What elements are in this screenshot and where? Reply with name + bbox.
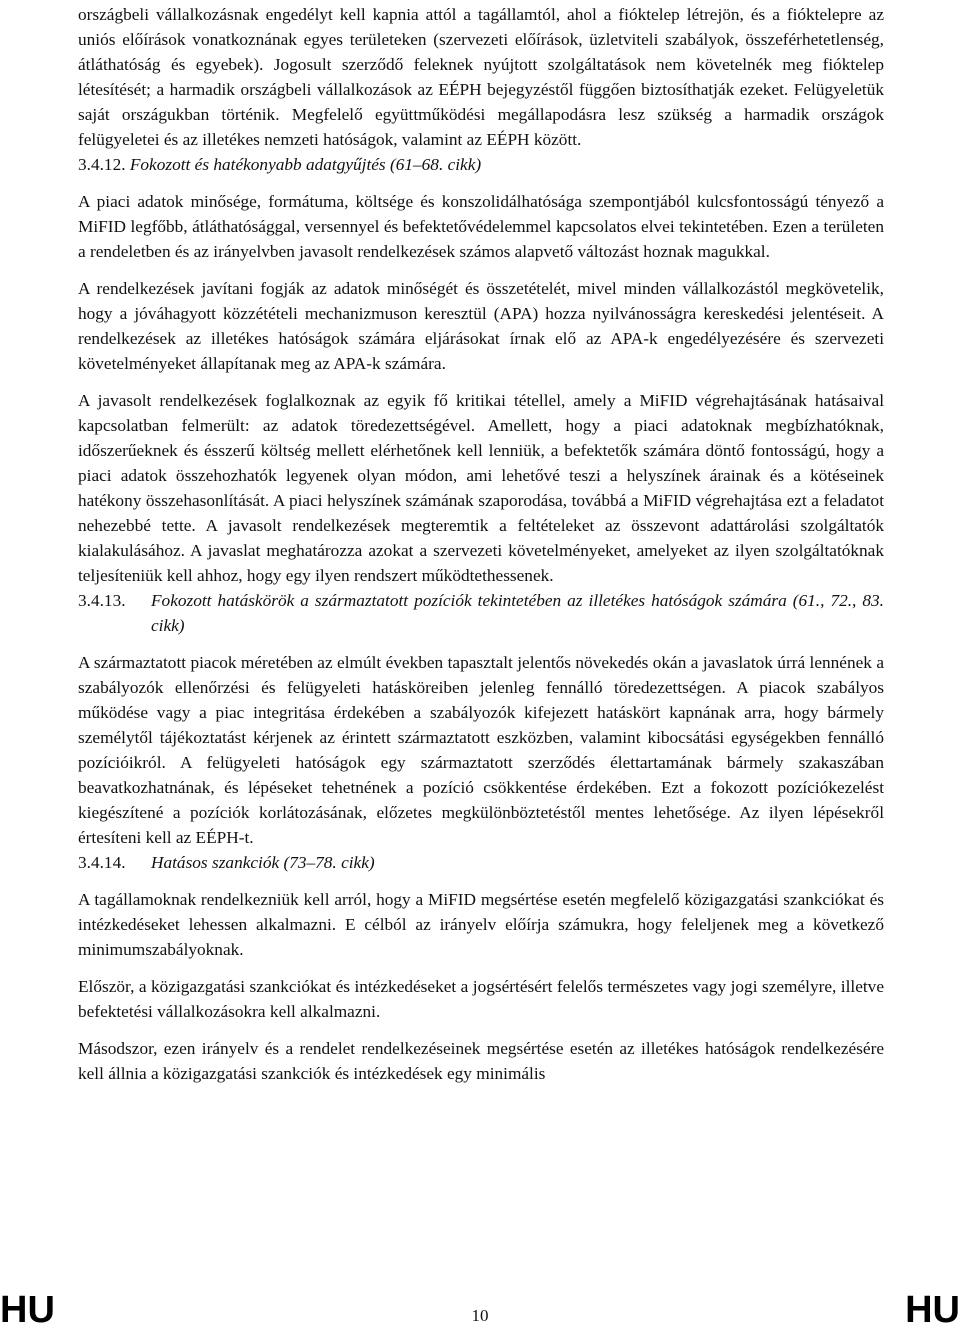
section-number: 3.4.13. — [78, 591, 126, 610]
section-heading-3-4-13 — [78, 588, 884, 638]
section-number: 3.4.14. — [78, 853, 126, 872]
paragraph-data-fragmentation: A javasolt rendelkezések foglalkoznak az egyik fő kritikai tétellel, amely a MiFID végrehajtásának hatásaival kapcsolatban felmerült: az adatok töredezettségével. Amellett, hogy a piaci adatoknak megbízhatóknak, időszerűeknek és ésszerű költség mellett elérhetőnek kell lenniük, a befektetők számára döntő fontosságú, hogy a piaci adatok összehozhatók legyenek olyan módon, ami lehetővé teszi a helyszínek árainak és a kötéseinek hatékony összehasonlítását. A piaci helyszínek számának szaporodása, továbbá a MiFID végrehajtása ezt a feladatot nehezebbé tette. A javasolt rendelkezések megteremtik a feltételeket az összevont adattárolási szolgáltatók kialakulásához. A javaslat meghatározza azokat a szervezeti követelményeket, amelyeket az ilyen szolgáltatóknak teljesíteniük kell ahhoz, hogy egy ilyen rendszert működtethessenek. — [78, 391, 884, 585]
paragraph-sanctions-intro: A tagállamoknak rendelkezniük kell arról, hogy a MiFID megsértése esetén megfelelő közigazgatási szankciókat és intézkedéseket lehessen alkalmazni. E célból az irányelv előírja számukra, hogy feleljenek meg a következő minimumszabályoknak. — [78, 890, 884, 959]
paragraph-sanctions-second: Másodszor, ezen irányelv és a rendelet rendelkezéseinek megsértése esetén az illetékes hatóságok rendelkezésére kell állnia a közigazgatási szankciók és intézkedések egy minimális — [78, 1039, 884, 1083]
section-heading-3-4-12 — [78, 152, 884, 177]
paragraph-third-country-branches: országbeli vállalkozásnak engedélyt kell kapnia attól a tagállamtól, ahol a fióktelep létrejön, és a fióktelepre az uniós előírások vonatkoznának egyes területeken (szervezeti előírások, üzletviteli szabályok, összeférhetetlenség, átláthatóság és egyebek). Jogosult szerződő feleknek nyújtott szolgáltatások nem követelnék meg fióktelep létesítését; a harmadik országbeli vállalkozások az EÉPH bejegyzéstől függően biztosíthatják ezeket. Felügyeletük saját országukban történik. Megfelelő együttműködési megállapodásra lesz szükség a harmadik országok felügyeletei és az illetékes nemzeti hatóságok, valamint az EÉPH között. — [78, 5, 884, 149]
section-title: Fokozott és hatékonyabb adatgyűjtés (61–68. cikk) — [129, 155, 482, 174]
document-body — [78, 0, 884, 1086]
paragraph-apa-provisions: A rendelkezések javítani fogják az adatok minőségét és összetételét, mivel minden vállalkozástól megkövetelik, hogy a jóváhagyott közzétételi mechanizmuson keresztül (APA) hozza nyilvánosságra kereskedési jelentéseit. A rendelkezések az illetékes hatóságok számára eljárásokat írnak elő az APA-k engedélyezésére és szervezeti követelményeket állapítanak meg az APA-k számára. — [78, 279, 884, 373]
paragraph-market-data-quality: A piaci adatok minősége, formátuma, költsége és konszolidálhatósága szempontjából kulcsfontosságú tényező a MiFID legfőbb, átláthatósággal, versennyel és befektetővédelemmel kapcsolatos elvei tekintetében. Ezen a területen a rendeletben és az irányelvben javasolt rendelkezések számos alapvető változást hoznak magukkal. — [78, 192, 884, 261]
section-title: Hatásos szankciók (73–78. cikk) — [151, 853, 375, 872]
footer-language-code-right: HU — [905, 1289, 960, 1331]
footer-language-code-left: HU — [0, 1289, 55, 1331]
section-title: Fokozott hatáskörök a származtatott pozíciók tekintetében az illetékes hatóságok számára (61., 72., 83. cikk) — [151, 591, 884, 635]
section-heading-3-4-14 — [78, 850, 884, 875]
paragraph-sanctions-first: Először, a közigazgatási szankciókat és intézkedéseket a jogsértésért felelős természetes vagy jogi személyre, illetve befektetési vállalkozásokra kell alkalmazni. — [78, 977, 884, 1021]
section-number: 3.4.12. — [78, 155, 126, 174]
page-number: 10 — [471, 1306, 489, 1325]
paragraph-derivative-positions: A származtatott piacok méretében az elmúlt években tapasztalt jelentős növekedés okán a javaslatok úrrá lennének a szabályozók ellenőrzési és felügyeleti hatásköreiben jelenleg fennálló töredezettségen. A piacok szabályos működése vagy a piac integritása érdekében a szabályozók kifejezett hatáskört kapnának arra, hogy bármely személytől tájékoztatást kérjenek az érintett származtatott eszközben, valamint kibocsátási egységekben fennálló pozícióikról. A felügyeleti hatóságok egy származtatott szerződés élettartamának bármely szakaszában beavatkozhatnának, és lépéseket tehetnének a pozíció csökkentése érdekében. Ezt a fokozott pozíciókezelést kiegészítené a pozíciók korlátozásának, előzetes megkülönböztetéstől mentes lehetősége. Az ilyen lépésekről értesíteni kell az EÉPH-t. — [78, 653, 884, 847]
